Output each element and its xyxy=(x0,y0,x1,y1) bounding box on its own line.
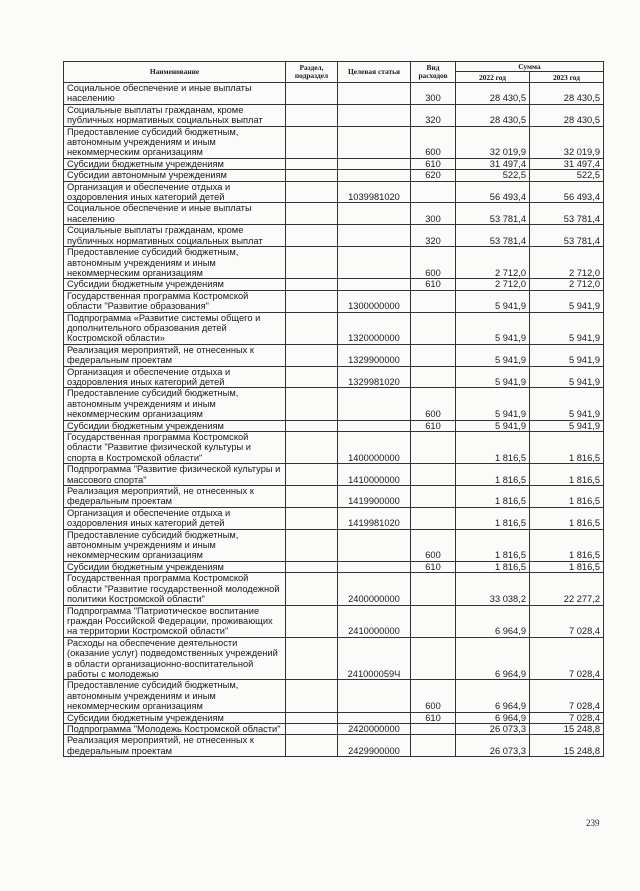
row-amount-2022-cell: 5 941,9 xyxy=(456,366,530,388)
table-row xyxy=(64,225,604,247)
row-target-cell xyxy=(338,420,411,431)
row-target-cell xyxy=(338,170,411,181)
table-row xyxy=(64,158,604,169)
row-type-cell: 320 xyxy=(411,225,456,247)
row-amount-2022-cell: 2 712,0 xyxy=(456,279,530,290)
row-target-cell xyxy=(338,126,411,158)
row-name-cell: Подпрограмма "Патриотическое воспитание граждан Российской Федерации, проживающих на территории Костромской области" xyxy=(64,605,286,637)
row-name-cell: Субсидии бюджетным учреждениям xyxy=(64,158,286,169)
row-target-cell xyxy=(338,247,411,279)
table-row xyxy=(64,83,604,105)
row-target-cell: 241000059Ч xyxy=(338,637,411,680)
row-name-cell: Социальное обеспечение и иные выплаты населению xyxy=(64,83,286,105)
row-type-cell: 610 xyxy=(411,279,456,290)
row-amount-2023-cell: 15 248,8 xyxy=(530,723,604,734)
row-target-cell xyxy=(338,561,411,572)
row-amount-2023-cell: 32 019,9 xyxy=(530,126,604,158)
row-amount-2023-cell: 5 941,9 xyxy=(530,388,604,420)
row-type-cell xyxy=(411,181,456,203)
row-name-cell: Предоставление субсидий бюджетным, автономным учреждениям и иным некоммерческим организациям xyxy=(64,680,286,712)
row-type-cell: 300 xyxy=(411,83,456,105)
row-type-cell: 610 xyxy=(411,420,456,431)
row-target-cell xyxy=(338,104,411,126)
row-amount-2022-cell: 28 430,5 xyxy=(456,83,530,105)
row-amount-2023-cell: 28 430,5 xyxy=(530,104,604,126)
row-type-cell xyxy=(411,290,456,312)
row-amount-2022-cell: 26 073,3 xyxy=(456,735,530,757)
row-type-cell xyxy=(411,366,456,388)
table-row xyxy=(64,126,604,158)
row-amount-2023-cell: 31 497,4 xyxy=(530,158,604,169)
row-type-cell: 320 xyxy=(411,104,456,126)
row-name-cell: Реализация мероприятий, не отнесенных к федеральным проектам xyxy=(64,735,286,757)
row-amount-2022-cell: 31 497,4 xyxy=(456,158,530,169)
row-amount-2023-cell: 22 277,2 xyxy=(530,573,604,605)
row-type-cell: 610 xyxy=(411,561,456,572)
row-type-cell xyxy=(411,432,456,464)
row-section-cell xyxy=(286,126,338,158)
row-amount-2022-cell: 5 941,9 xyxy=(456,290,530,312)
row-section-cell xyxy=(286,464,338,486)
row-target-cell xyxy=(338,225,411,247)
row-section-cell xyxy=(286,723,338,734)
row-amount-2022-cell: 1 816,5 xyxy=(456,507,530,529)
row-name-cell: Субсидии бюджетным учреждениям xyxy=(64,420,286,431)
row-type-cell: 600 xyxy=(411,247,456,279)
row-section-cell xyxy=(286,388,338,420)
row-amount-2022-cell: 33 038,2 xyxy=(456,573,530,605)
row-amount-2023-cell: 1 816,5 xyxy=(530,464,604,486)
row-name-cell: Подпрограмма "Развитие физической культуры и массового спорта" xyxy=(64,464,286,486)
row-amount-2023-cell: 15 248,8 xyxy=(530,735,604,757)
row-type-cell: 600 xyxy=(411,126,456,158)
table-row xyxy=(64,529,604,561)
row-amount-2022-cell: 26 073,3 xyxy=(456,723,530,734)
row-amount-2023-cell: 1 816,5 xyxy=(530,432,604,464)
budget-table xyxy=(63,61,604,757)
row-amount-2022-cell: 2 712,0 xyxy=(456,247,530,279)
row-amount-2023-cell: 53 781,4 xyxy=(530,225,604,247)
row-type-cell xyxy=(411,507,456,529)
row-amount-2022-cell: 5 941,9 xyxy=(456,312,530,344)
row-name-cell: Субсидии автономным учреждениям xyxy=(64,170,286,181)
row-type-cell xyxy=(411,486,456,508)
header-section: Раздел, подраздел xyxy=(286,62,338,83)
table-row xyxy=(64,507,604,529)
row-name-cell: Подпрограмма "Молодежь Костромской области" xyxy=(64,723,286,734)
row-target-cell xyxy=(338,158,411,169)
row-section-cell xyxy=(286,637,338,680)
row-section-cell xyxy=(286,432,338,464)
row-amount-2022-cell: 56 493,4 xyxy=(456,181,530,203)
row-name-cell: Предоставление субсидий бюджетным, автономным учреждениям и иным некоммерческим организациям xyxy=(64,388,286,420)
row-amount-2023-cell: 1 816,5 xyxy=(530,529,604,561)
row-section-cell xyxy=(286,605,338,637)
row-name-cell: Предоставление субсидий бюджетным, автономным учреждениям и иным некоммерческим организациям xyxy=(64,247,286,279)
row-amount-2022-cell: 5 941,9 xyxy=(456,388,530,420)
table-row xyxy=(64,388,604,420)
row-type-cell: 600 xyxy=(411,529,456,561)
header-year-2023: 2023 год xyxy=(530,72,604,83)
table-row xyxy=(64,573,604,605)
table-row xyxy=(64,420,604,431)
row-type-cell: 300 xyxy=(411,203,456,225)
row-section-cell xyxy=(286,290,338,312)
row-name-cell: Государственная программа Костромской области "Развитие образования" xyxy=(64,290,286,312)
row-section-cell xyxy=(286,573,338,605)
row-target-cell: 1329900000 xyxy=(338,344,411,366)
row-name-cell: Организация и обеспечение отдыха и оздоровления иных категорий детей xyxy=(64,366,286,388)
row-amount-2022-cell: 1 816,5 xyxy=(456,561,530,572)
row-section-cell xyxy=(286,344,338,366)
row-type-cell xyxy=(411,735,456,757)
row-section-cell xyxy=(286,158,338,169)
table-row xyxy=(64,312,604,344)
row-target-cell xyxy=(338,529,411,561)
row-amount-2022-cell: 5 941,9 xyxy=(456,420,530,431)
row-section-cell xyxy=(286,312,338,344)
row-target-cell: 1419900000 xyxy=(338,486,411,508)
row-section-cell xyxy=(286,104,338,126)
row-target-cell: 2410000000 xyxy=(338,605,411,637)
row-target-cell xyxy=(338,279,411,290)
row-amount-2022-cell: 53 781,4 xyxy=(456,225,530,247)
row-type-cell xyxy=(411,637,456,680)
table-row xyxy=(64,680,604,712)
table-row xyxy=(64,712,604,723)
row-amount-2023-cell: 1 816,5 xyxy=(530,486,604,508)
row-amount-2023-cell: 5 941,9 xyxy=(530,344,604,366)
row-amount-2023-cell: 7 028,4 xyxy=(530,712,604,723)
table-row xyxy=(64,366,604,388)
row-name-cell: Субсидии бюджетным учреждениям xyxy=(64,561,286,572)
row-name-cell: Государственная программа Костромской области "Развитие физической культуры и спорта в Костромской области" xyxy=(64,432,286,464)
row-type-cell: 600 xyxy=(411,388,456,420)
row-section-cell xyxy=(286,712,338,723)
row-section-cell xyxy=(286,247,338,279)
row-amount-2023-cell: 7 028,4 xyxy=(530,637,604,680)
table-row xyxy=(64,344,604,366)
row-target-cell xyxy=(338,83,411,105)
row-amount-2022-cell: 5 941,9 xyxy=(456,344,530,366)
table-row xyxy=(64,561,604,572)
table-row xyxy=(64,432,604,464)
row-type-cell xyxy=(411,605,456,637)
table-row xyxy=(64,735,604,757)
row-target-cell: 1039981020 xyxy=(338,181,411,203)
row-target-cell: 2400000000 xyxy=(338,573,411,605)
row-target-cell xyxy=(338,712,411,723)
table-row xyxy=(64,605,604,637)
table-row xyxy=(64,723,604,734)
row-type-cell xyxy=(411,573,456,605)
row-amount-2023-cell: 1 816,5 xyxy=(530,507,604,529)
row-amount-2023-cell: 56 493,4 xyxy=(530,181,604,203)
row-amount-2022-cell: 1 816,5 xyxy=(456,464,530,486)
header-name: Наименование xyxy=(64,62,286,83)
row-type-cell: 600 xyxy=(411,680,456,712)
row-section-cell xyxy=(286,181,338,203)
row-target-cell: 1320000000 xyxy=(338,312,411,344)
row-amount-2022-cell: 53 781,4 xyxy=(456,203,530,225)
row-amount-2022-cell: 6 964,9 xyxy=(456,637,530,680)
row-section-cell xyxy=(286,203,338,225)
table-row xyxy=(64,104,604,126)
row-section-cell xyxy=(286,735,338,757)
row-type-cell xyxy=(411,344,456,366)
row-amount-2023-cell: 5 941,9 xyxy=(530,420,604,431)
row-type-cell: 610 xyxy=(411,158,456,169)
row-amount-2023-cell: 7 028,4 xyxy=(530,680,604,712)
row-amount-2022-cell: 32 019,9 xyxy=(456,126,530,158)
row-amount-2022-cell: 28 430,5 xyxy=(456,104,530,126)
row-target-cell: 1329981020 xyxy=(338,366,411,388)
table-row xyxy=(64,203,604,225)
row-name-cell: Предоставление субсидий бюджетным, автономным учреждениям и иным некоммерческим организациям xyxy=(64,126,286,158)
row-type-cell xyxy=(411,723,456,734)
row-type-cell: 610 xyxy=(411,712,456,723)
row-section-cell xyxy=(286,680,338,712)
row-section-cell xyxy=(286,366,338,388)
row-name-cell: Государственная программа Костромской области "Развитие государственной молодежной политики Костромской области" xyxy=(64,573,286,605)
row-amount-2023-cell: 2 712,0 xyxy=(530,279,604,290)
row-target-cell: 1419981020 xyxy=(338,507,411,529)
table-row xyxy=(64,279,604,290)
row-amount-2023-cell: 1 816,5 xyxy=(530,561,604,572)
row-target-cell: 2429900000 xyxy=(338,735,411,757)
row-section-cell xyxy=(286,561,338,572)
row-amount-2023-cell: 5 941,9 xyxy=(530,312,604,344)
header-year-2022: 2022 год xyxy=(456,72,530,83)
row-amount-2022-cell: 1 816,5 xyxy=(456,529,530,561)
header-type: Вид расходов xyxy=(411,62,456,83)
row-amount-2022-cell: 6 964,9 xyxy=(456,712,530,723)
row-target-cell: 1300000000 xyxy=(338,290,411,312)
row-name-cell: Организация и обеспечение отдыха и оздоровления иных категорий детей xyxy=(64,181,286,203)
table-row xyxy=(64,170,604,181)
row-target-cell xyxy=(338,203,411,225)
row-name-cell: Организация и обеспечение отдыха и оздоровления иных категорий детей xyxy=(64,507,286,529)
table-row xyxy=(64,486,604,508)
header-target: Целевая статья xyxy=(338,62,411,83)
row-amount-2022-cell: 6 964,9 xyxy=(456,605,530,637)
row-amount-2022-cell: 6 964,9 xyxy=(456,680,530,712)
row-target-cell xyxy=(338,388,411,420)
row-name-cell: Реализация мероприятий, не отнесенных к федеральным проектам xyxy=(64,344,286,366)
row-name-cell: Субсидии бюджетным учреждениям xyxy=(64,279,286,290)
row-amount-2023-cell: 53 781,4 xyxy=(530,203,604,225)
row-name-cell: Реализация мероприятий, не отнесенных к федеральным проектам xyxy=(64,486,286,508)
row-name-cell: Социальные выплаты гражданам, кроме публичных нормативных социальных выплат xyxy=(64,225,286,247)
row-target-cell: 1400000000 xyxy=(338,432,411,464)
row-amount-2022-cell: 1 816,5 xyxy=(456,432,530,464)
row-section-cell xyxy=(286,170,338,181)
row-amount-2022-cell: 1 816,5 xyxy=(456,486,530,508)
row-type-cell xyxy=(411,464,456,486)
row-target-cell: 2420000000 xyxy=(338,723,411,734)
row-section-cell xyxy=(286,486,338,508)
table-row xyxy=(64,181,604,203)
row-section-cell xyxy=(286,507,338,529)
row-section-cell xyxy=(286,529,338,561)
table-row xyxy=(64,247,604,279)
row-amount-2023-cell: 2 712,0 xyxy=(530,247,604,279)
row-type-cell xyxy=(411,312,456,344)
row-name-cell: Социальное обеспечение и иные выплаты населению xyxy=(64,203,286,225)
row-amount-2023-cell: 5 941,9 xyxy=(530,366,604,388)
table-row xyxy=(64,637,604,680)
row-section-cell xyxy=(286,279,338,290)
row-section-cell xyxy=(286,225,338,247)
row-section-cell xyxy=(286,83,338,105)
table-body xyxy=(64,83,604,757)
row-amount-2023-cell: 522,5 xyxy=(530,170,604,181)
row-name-cell: Социальные выплаты гражданам, кроме публичных нормативных социальных выплат xyxy=(64,104,286,126)
row-amount-2023-cell: 7 028,4 xyxy=(530,605,604,637)
row-name-cell: Расходы на обеспечение деятельности (оказание услуг) подведомственных учреждений в области организационно-воспитательной работы с молодежью xyxy=(64,637,286,680)
row-type-cell: 620 xyxy=(411,170,456,181)
header-sum: Сумма xyxy=(456,62,604,72)
page-number: 239 xyxy=(586,818,600,828)
row-target-cell xyxy=(338,680,411,712)
row-section-cell xyxy=(286,420,338,431)
row-amount-2023-cell: 5 941,9 xyxy=(530,290,604,312)
row-name-cell: Подпрограмма «Развитие системы общего и дополнительного образования детей Костромской области» xyxy=(64,312,286,344)
row-name-cell: Предоставление субсидий бюджетным, автономным учреждениям и иным некоммерческим организациям xyxy=(64,529,286,561)
row-name-cell: Субсидии бюджетным учреждениям xyxy=(64,712,286,723)
table-row xyxy=(64,290,604,312)
row-target-cell: 1410000000 xyxy=(338,464,411,486)
row-amount-2023-cell: 28 430,5 xyxy=(530,83,604,105)
row-amount-2022-cell: 522,5 xyxy=(456,170,530,181)
table-row xyxy=(64,464,604,486)
